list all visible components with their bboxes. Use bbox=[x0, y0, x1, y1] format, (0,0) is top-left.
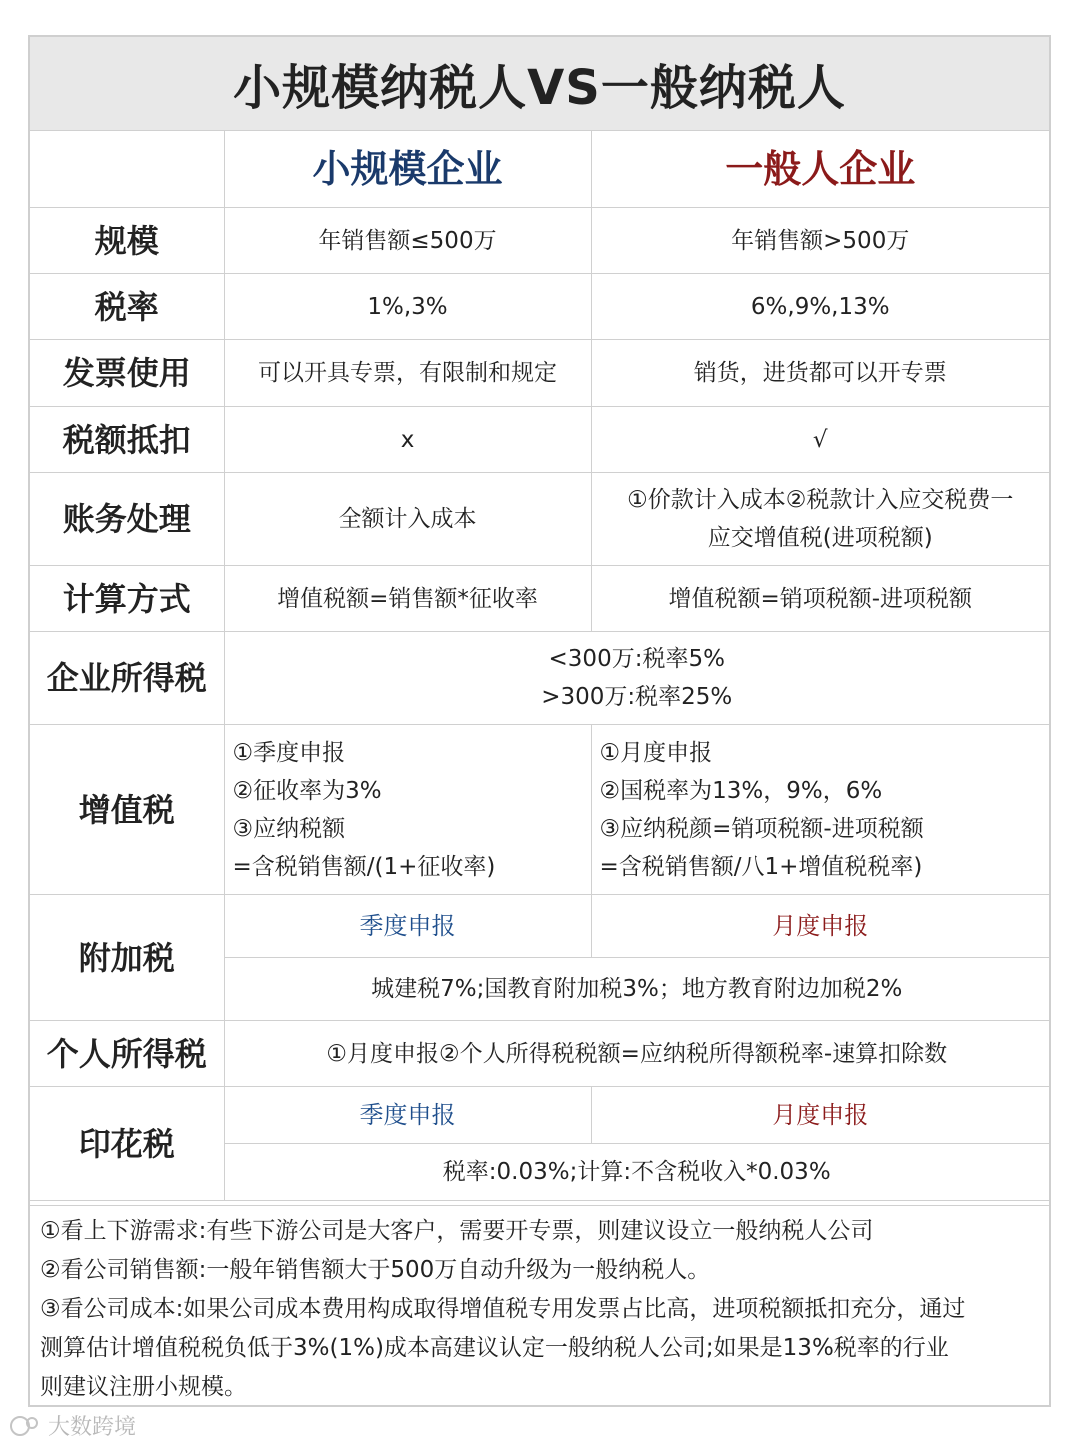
cell-pit-shared: ①月度申报②个人所得税税额=应纳税所得额税率-速算扣除数 bbox=[224, 1021, 1049, 1087]
cell-scale-general: 年销售额>500万 bbox=[591, 208, 1049, 274]
notes-section bbox=[30, 1205, 1049, 1413]
cell-calc-small: 增值税额=销售额*征收率 bbox=[224, 566, 591, 632]
cell-surtax-small: 季度申报 bbox=[224, 895, 591, 958]
row-label-surtax: 附加税 bbox=[30, 895, 224, 1021]
cell-vat-general bbox=[591, 725, 1049, 895]
vat-general-line: ③应纳税颜=销项税额-进项税额 bbox=[599, 815, 924, 842]
cell-invoice-small: 可以开具专票，有限制和规定 bbox=[224, 340, 591, 407]
row-label-accounting: 账务处理 bbox=[30, 473, 224, 566]
cit-line-2: >300万:税率25% bbox=[541, 684, 733, 710]
cell-calc-general: 增值税额=销项税额-进项税额 bbox=[591, 566, 1049, 632]
comparison-sheet bbox=[28, 35, 1051, 1407]
cell-rate-general: 6%,9%,13% bbox=[591, 274, 1049, 340]
header-small-enterprise: 小规模企业 bbox=[224, 131, 591, 208]
vat-general-line: ②国税率为13%，9%，6% bbox=[599, 777, 883, 804]
table-row bbox=[30, 725, 1049, 895]
note-line: 测算估计增值税税负低于3%(1%)成本高建议认定一般纳税人公司;如果是13%税率的行业 bbox=[40, 1335, 949, 1361]
cell-deduction-small: x bbox=[224, 407, 591, 473]
watermark bbox=[8, 1410, 136, 1441]
table-row bbox=[30, 566, 1049, 632]
table-row bbox=[30, 274, 1049, 340]
vat-general-line: ①月度申报 bbox=[599, 739, 713, 766]
table-row bbox=[30, 1087, 1049, 1144]
row-label-stamp: 印花税 bbox=[30, 1087, 224, 1201]
cell-invoice-general: 销货，进货都可以开专票 bbox=[591, 340, 1049, 407]
cell-accounting-small: 全额计入成本 bbox=[224, 473, 591, 566]
header-general-enterprise: 一般人企业 bbox=[591, 131, 1049, 208]
cell-vat-small bbox=[224, 725, 591, 895]
cit-line-1: <300万:税率5% bbox=[548, 646, 725, 672]
comparison-table bbox=[30, 130, 1049, 1201]
note-line: 则建议注册小规模。 bbox=[40, 1374, 247, 1400]
cell-scale-small: 年销售额≤500万 bbox=[224, 208, 591, 274]
note-line: ①看上下游需求:有些下游公司是大客户，需要开专票，则建议设立一般纳税人公司 bbox=[40, 1218, 874, 1244]
row-label-cit: 企业所得税 bbox=[30, 632, 224, 725]
vat-small-line: ②征收率为3% bbox=[232, 777, 382, 804]
header-corner bbox=[30, 131, 224, 208]
row-label-scale: 规模 bbox=[30, 208, 224, 274]
table-row bbox=[30, 340, 1049, 407]
cell-surtax-general: 月度申报 bbox=[591, 895, 1049, 958]
row-label-deduction: 税额抵扣 bbox=[30, 407, 224, 473]
row-label-calc: 计算方式 bbox=[30, 566, 224, 632]
vat-small-line: ①季度申报 bbox=[232, 739, 346, 766]
table-row bbox=[30, 208, 1049, 274]
cell-surtax-shared: 城建税7%;国教育附加税3%；地方教育附边加税2% bbox=[224, 958, 1049, 1021]
cell-accounting-general bbox=[591, 473, 1049, 566]
table-row bbox=[30, 473, 1049, 566]
cell-stamp-small: 季度申报 bbox=[224, 1087, 591, 1144]
vat-small-line: =含税销售额/(1+征收率) bbox=[232, 853, 496, 880]
table-row bbox=[30, 895, 1049, 958]
watermark-text: 大数跨境 bbox=[48, 1415, 137, 1440]
vat-general-line: =含税销售额/八1+增值税税率) bbox=[599, 853, 923, 880]
note-line: ②看公司销售额:一般年销售额大于500万自动升级为一般纳税人。 bbox=[40, 1257, 711, 1283]
accounting-general-line-2: 应交增值税(进项税额) bbox=[707, 525, 933, 551]
vat-small-line: ③应纳税额 bbox=[232, 815, 346, 842]
cell-deduction-general: √ bbox=[591, 407, 1049, 473]
watermark-logo-icon bbox=[8, 1414, 42, 1438]
row-label-invoice: 发票使用 bbox=[30, 340, 224, 407]
cell-stamp-shared: 税率:0.03%;计算:不含税收入*0.03% bbox=[224, 1144, 1049, 1201]
table-row bbox=[30, 1021, 1049, 1087]
cell-rate-small: 1%,3% bbox=[224, 274, 591, 340]
row-label-vat: 增值税 bbox=[30, 725, 224, 895]
cell-cit-shared bbox=[224, 632, 1049, 725]
row-label-pit: 个人所得税 bbox=[30, 1021, 224, 1087]
table-row bbox=[30, 407, 1049, 473]
page-title: 小规模纳税人VS一般纳税人 bbox=[30, 37, 1049, 130]
note-line: ③看公司成本:如果公司成本费用构成取得增值税专用发票占比高，进项税额抵扣充分，通过 bbox=[40, 1296, 966, 1322]
cell-stamp-general: 月度申报 bbox=[591, 1087, 1049, 1144]
table-header-row bbox=[30, 131, 1049, 208]
table-row bbox=[30, 632, 1049, 725]
accounting-general-line-1: ①价款计入成本②税款计入应交税费一 bbox=[627, 487, 1014, 513]
row-label-rate: 税率 bbox=[30, 274, 224, 340]
